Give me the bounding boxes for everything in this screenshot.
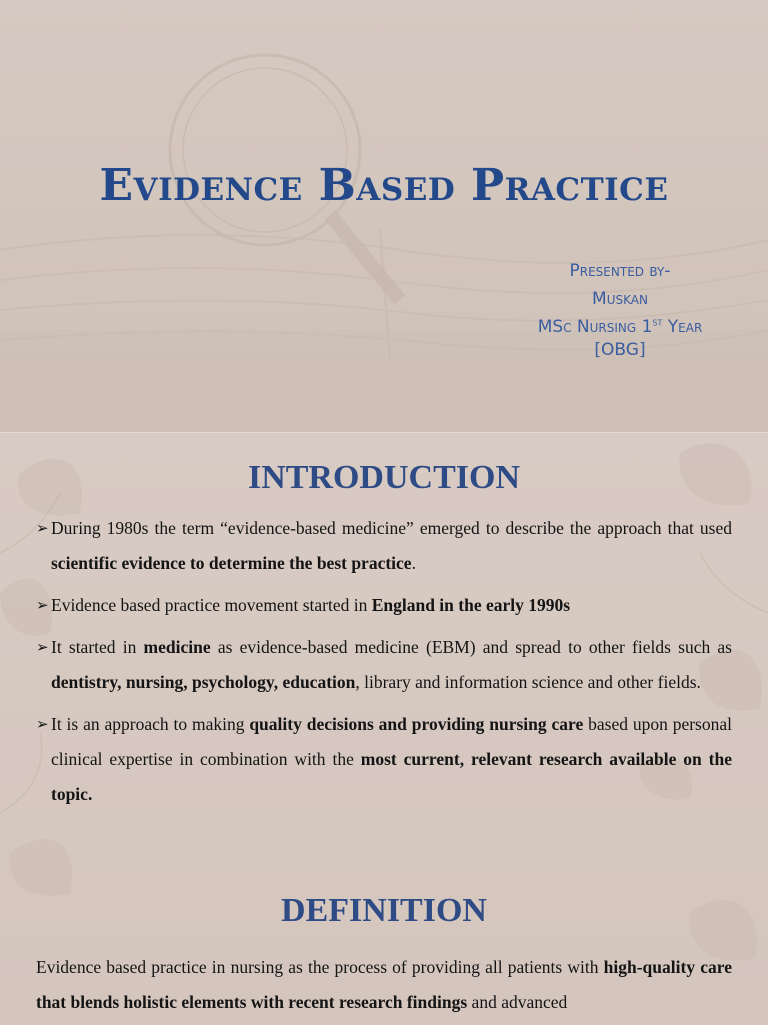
presenter-name: Muskan bbox=[592, 289, 648, 309]
definition-heading: DEFINITION bbox=[281, 892, 487, 929]
text-run: . bbox=[411, 553, 416, 573]
background-book-magnifier-image bbox=[0, 0, 768, 432]
program-superscript: st bbox=[652, 315, 663, 329]
text-run: based upon personal clinical expertise in combination with the bbox=[51, 714, 732, 769]
bullet-item bbox=[36, 511, 732, 581]
bold-text-run: dentistry, nursing, psychology, education bbox=[51, 672, 356, 692]
arrow-bullet-icon: ➢ bbox=[36, 596, 49, 614]
presenter-department: [OBG] bbox=[594, 340, 646, 360]
program-prefix: MSc Nursing 1 bbox=[537, 317, 653, 337]
bullet-item bbox=[36, 707, 732, 812]
program-suffix: Year bbox=[662, 317, 703, 337]
text-run: It started in bbox=[51, 637, 144, 657]
presenter-program bbox=[490, 313, 750, 341]
arrow-bullet-icon: ➢ bbox=[36, 519, 49, 537]
introduction-slide bbox=[0, 432, 768, 1025]
presentation-title: Evidence Based Practice bbox=[99, 160, 669, 211]
title-slide bbox=[0, 0, 768, 432]
introduction-bullet-list bbox=[36, 511, 732, 819]
definition-paragraph bbox=[36, 950, 732, 1020]
bold-text-run: quality decisions and providing nursing care bbox=[249, 714, 584, 734]
bullet-item bbox=[36, 588, 732, 623]
text-run: and advanced bbox=[467, 992, 568, 1012]
text-run: Evidence based practice movement started in bbox=[51, 595, 372, 615]
arrow-bullet-icon: ➢ bbox=[36, 715, 49, 733]
text-run: as evidence-based medicine (EBM) and spread to other fields such as bbox=[210, 637, 732, 657]
bold-text-run: most current, relevant research available on the topic. bbox=[51, 749, 732, 804]
text-run: Evidence based practice in nursing as the process of providing all patients with bbox=[36, 957, 604, 977]
bold-text-run: medicine bbox=[143, 637, 211, 657]
text-run: , library and information science and other fields. bbox=[355, 672, 701, 692]
presented-by-label: Presented by- bbox=[569, 261, 671, 281]
bold-text-run: scientific evidence to determine the best practice bbox=[51, 553, 412, 573]
presenter-block bbox=[490, 257, 750, 359]
bold-text-run: England in the early 1990s bbox=[371, 595, 571, 615]
text-run: It is an approach to making bbox=[51, 714, 250, 734]
arrow-bullet-icon: ➢ bbox=[36, 638, 49, 656]
introduction-heading: INTRODUCTION bbox=[247, 459, 521, 496]
text-run: During 1980s the term “evidence-based medicine” emerged to describe the approach that used bbox=[51, 518, 732, 538]
bold-text-run: high-quality care that blends holistic elements with recent research findings bbox=[36, 957, 732, 1012]
bullet-item bbox=[36, 630, 732, 700]
